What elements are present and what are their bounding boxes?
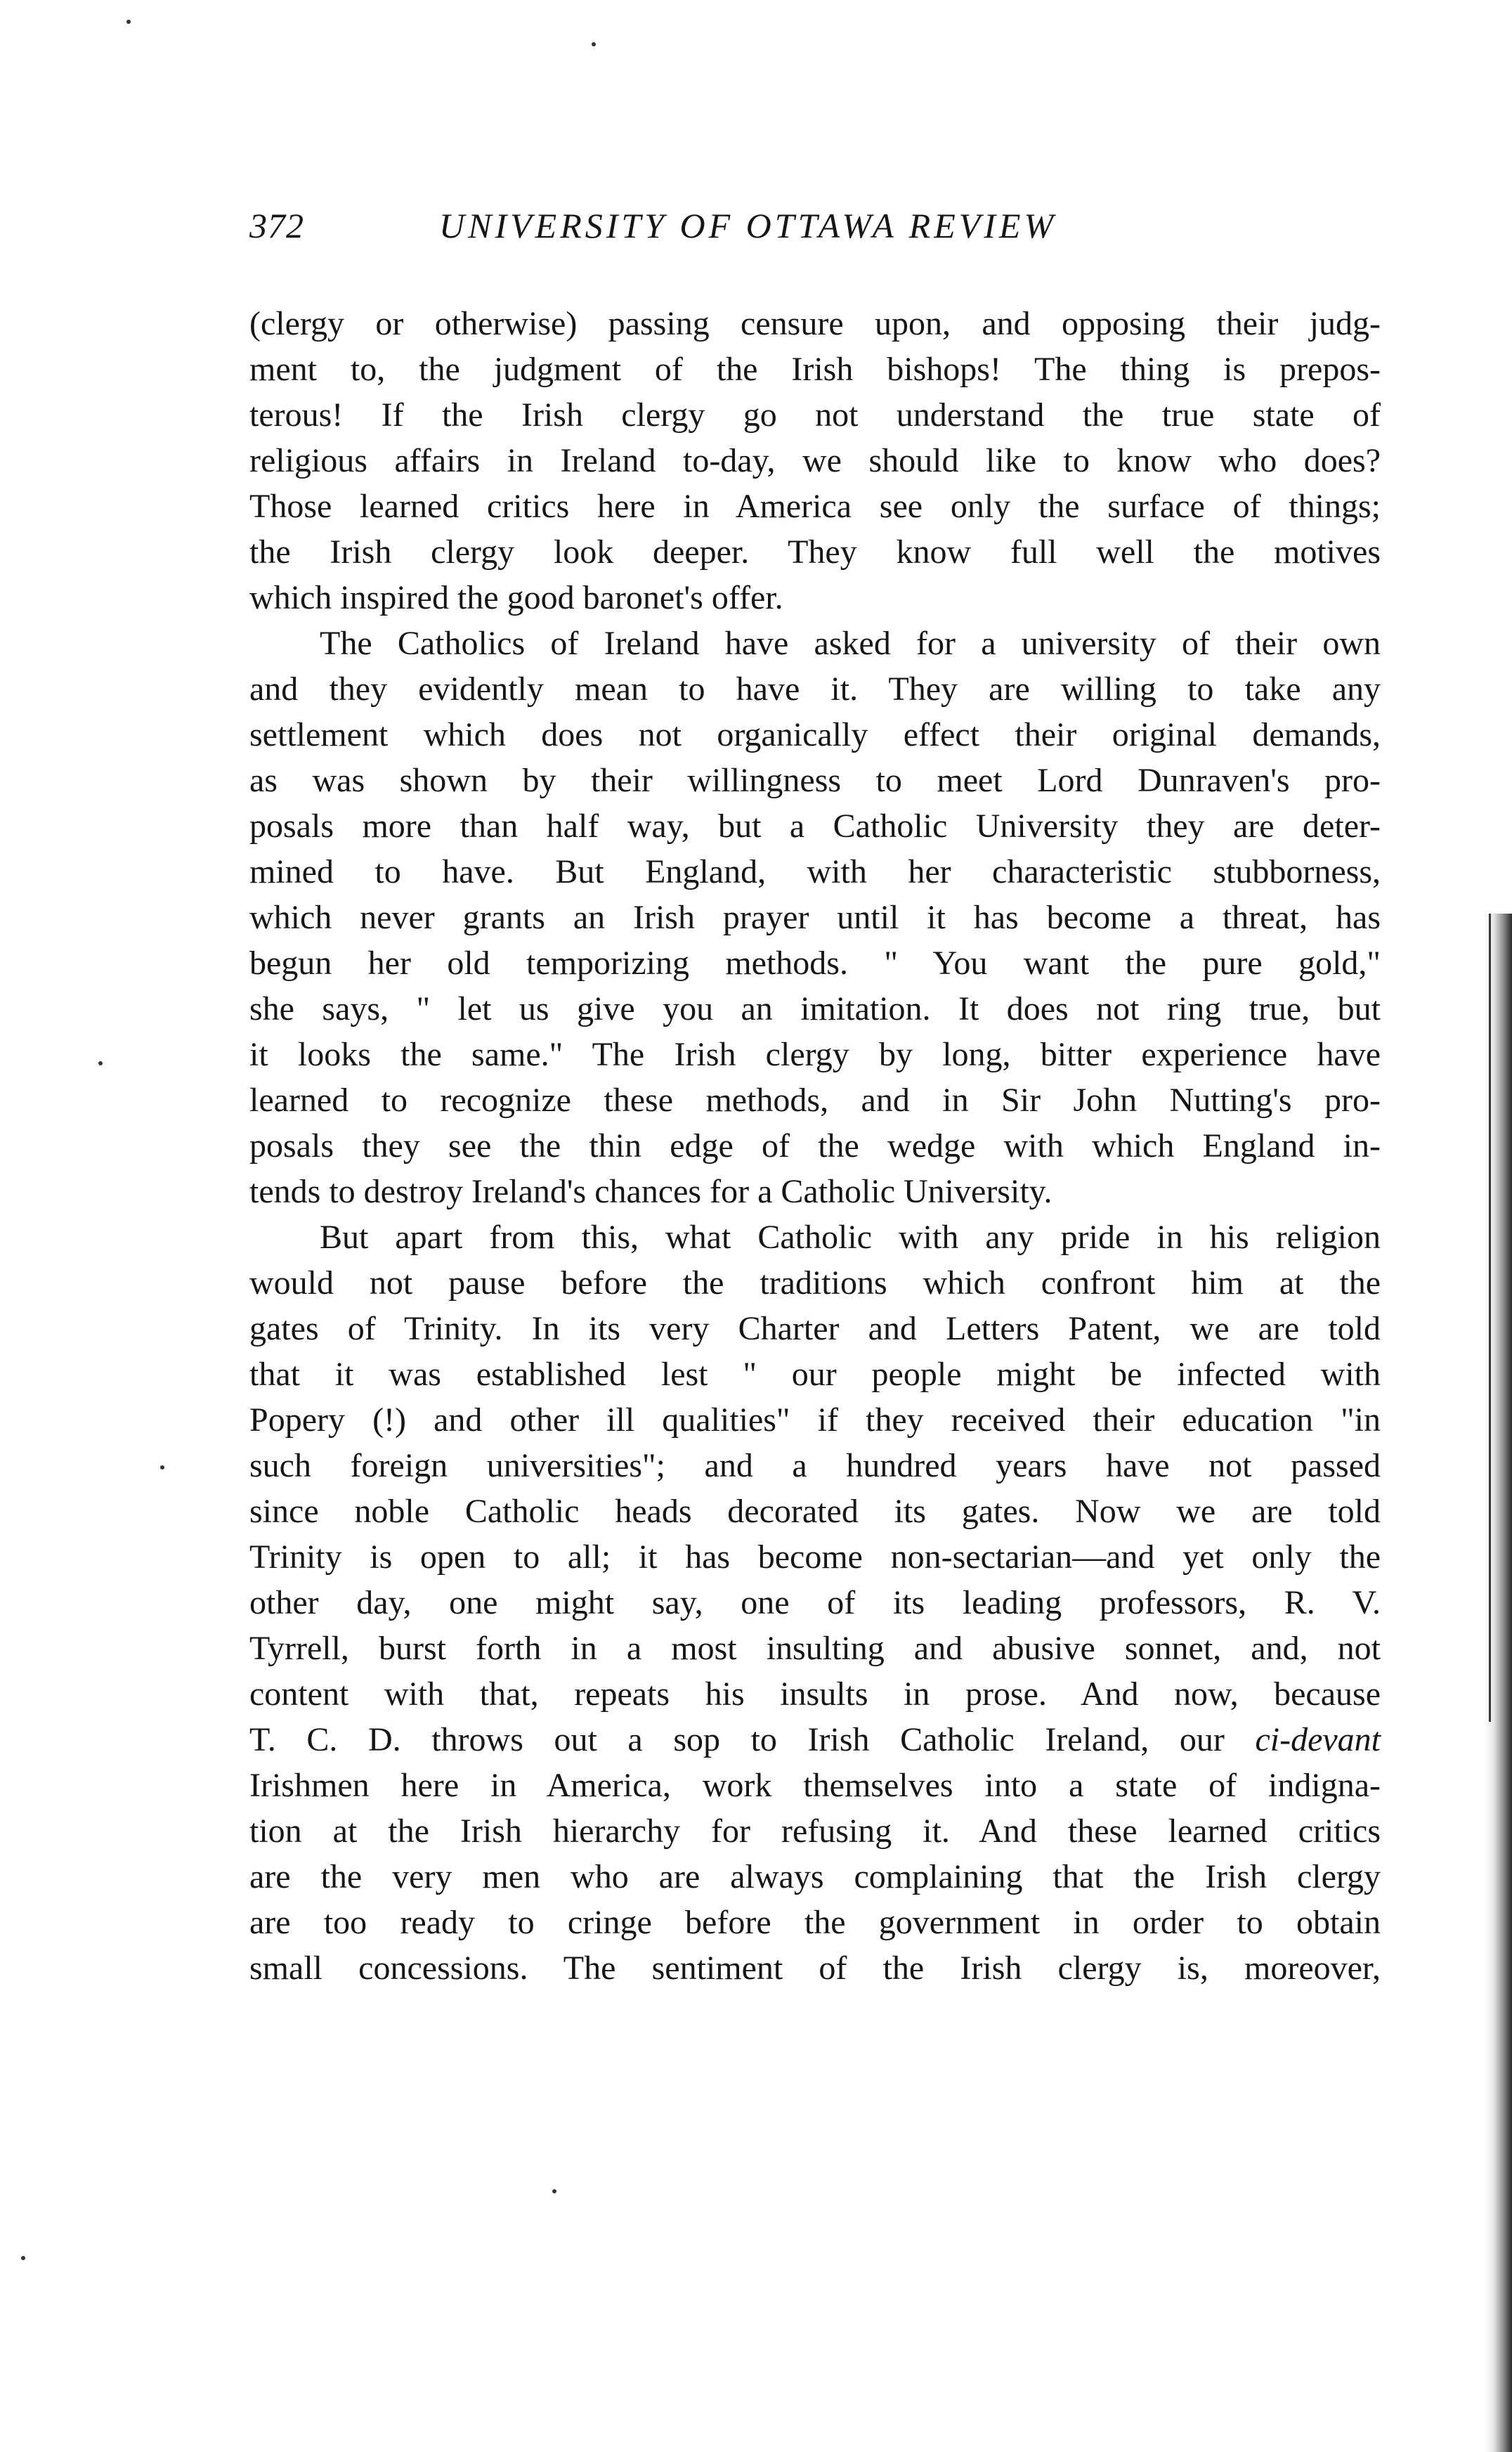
body-text (249, 301, 1381, 1991)
text-line: Tyrrell, burst forth in a most insulting and abusive sonnet, and, not (249, 1630, 1381, 1667)
page-number: 372 (249, 206, 304, 245)
running-title: UNIVERSITY OF OTTAWA REVIEW (439, 206, 1057, 245)
page-edge-line (1489, 914, 1491, 1722)
scan-speck (592, 42, 596, 46)
text-line: tion at the Irish hierarchy for refusing it. And these learned critics (249, 1812, 1381, 1850)
text-line: Those learned critics here in America see only the surface of things; (249, 488, 1381, 525)
text-line: that it was established lest " our people might be infected with (249, 1356, 1381, 1393)
text-line: The Catholics of Ireland have asked for a university of their own (320, 625, 1381, 662)
text-line: religious affairs in Ireland to-day, we should like to know who does? (249, 442, 1381, 479)
text-line: Popery (!) and other ill qualities" if they received their education "in (249, 1401, 1381, 1439)
page-gutter-shadow (1484, 914, 1512, 2452)
text-line: Trinity is open to all; it has become non-sectarian—and yet only the (249, 1538, 1381, 1576)
text-line: Irishmen here in America, work themselves into a state of indigna- (249, 1767, 1381, 1804)
text-line: begun her old temporizing methods. " You want the pure gold," (249, 945, 1381, 982)
text-line: are too ready to cringe before the government in order to obtain (249, 1904, 1381, 1941)
text-line: settlement which does not organically effect their original demands, (249, 716, 1381, 753)
text-line: and they evidently mean to have it. They are willing to take any (249, 670, 1381, 708)
scan-speck (98, 1061, 103, 1065)
text-line: since noble Catholic heads decorated its gates. Now we are told (249, 1493, 1381, 1530)
text-line: which never grants an Irish prayer until it has become a threat, has (249, 899, 1381, 936)
scan-speck (160, 1465, 164, 1470)
text-line: the Irish clergy look deeper. They know full well the motives (249, 533, 1381, 571)
text-line: posals they see the thin edge of the wedge with which England in- (249, 1127, 1381, 1165)
text-line: would not pause before the traditions which confront him at the (249, 1264, 1381, 1302)
text-line: tends to destroy Ireland's chances for a Catholic University. (249, 1173, 1052, 1210)
text-line: terous! If the Irish clergy go not understand the true state of (249, 396, 1381, 434)
text-line: other day, one might say, one of its leading professors, R. V. (249, 1584, 1381, 1621)
text-line: which inspired the good baronet's offer. (249, 579, 783, 616)
text-line: gates of Trinity. In its very Charter and Letters Patent, we are told (249, 1310, 1381, 1347)
text-line: such foreign universities"; and a hundred years have not passed (249, 1447, 1381, 1484)
text-line: content with that, repeats his insults in prose. And now, because (249, 1675, 1381, 1713)
text-line: (clergy or otherwise) passing censure upon, and opposing their judg- (249, 305, 1381, 342)
scan-speck (552, 2189, 556, 2193)
italic-phrase: ci-devant (1255, 1721, 1381, 1758)
scan-speck (21, 2256, 25, 2260)
scan-speck (126, 20, 131, 24)
text-line-segment: T. C. D. throws out a sop to Irish Catholic Ireland, our (249, 1721, 1225, 1758)
text-line: she says, " let us give you an imitation. It does not ring true, but (249, 990, 1381, 1027)
text-line: mined to have. But England, with her characteristic stubborness, (249, 853, 1381, 890)
text-line: as was shown by their willingness to meet Lord Dunraven's pro- (249, 762, 1381, 799)
text-line (249, 1717, 1381, 1763)
text-line: small concessions. The sentiment of the Irish clergy is, moreover, (249, 1950, 1381, 1987)
text-line: it looks the same." The Irish clergy by long, bitter experience have (249, 1036, 1381, 1073)
text-line: learned to recognize these methods, and in Sir John Nutting's pro- (249, 1082, 1381, 1119)
page-header (249, 205, 1381, 261)
text-line: are the very men who are always complaining that the Irish clergy (249, 1858, 1381, 1895)
text-line: But apart from this, what Catholic with any pride in his religion (320, 1219, 1381, 1256)
text-line: ment to, the judgment of the Irish bishops! The thing is prepos- (249, 351, 1381, 388)
text-line: posals more than half way, but a Catholic University they are deter- (249, 807, 1381, 845)
